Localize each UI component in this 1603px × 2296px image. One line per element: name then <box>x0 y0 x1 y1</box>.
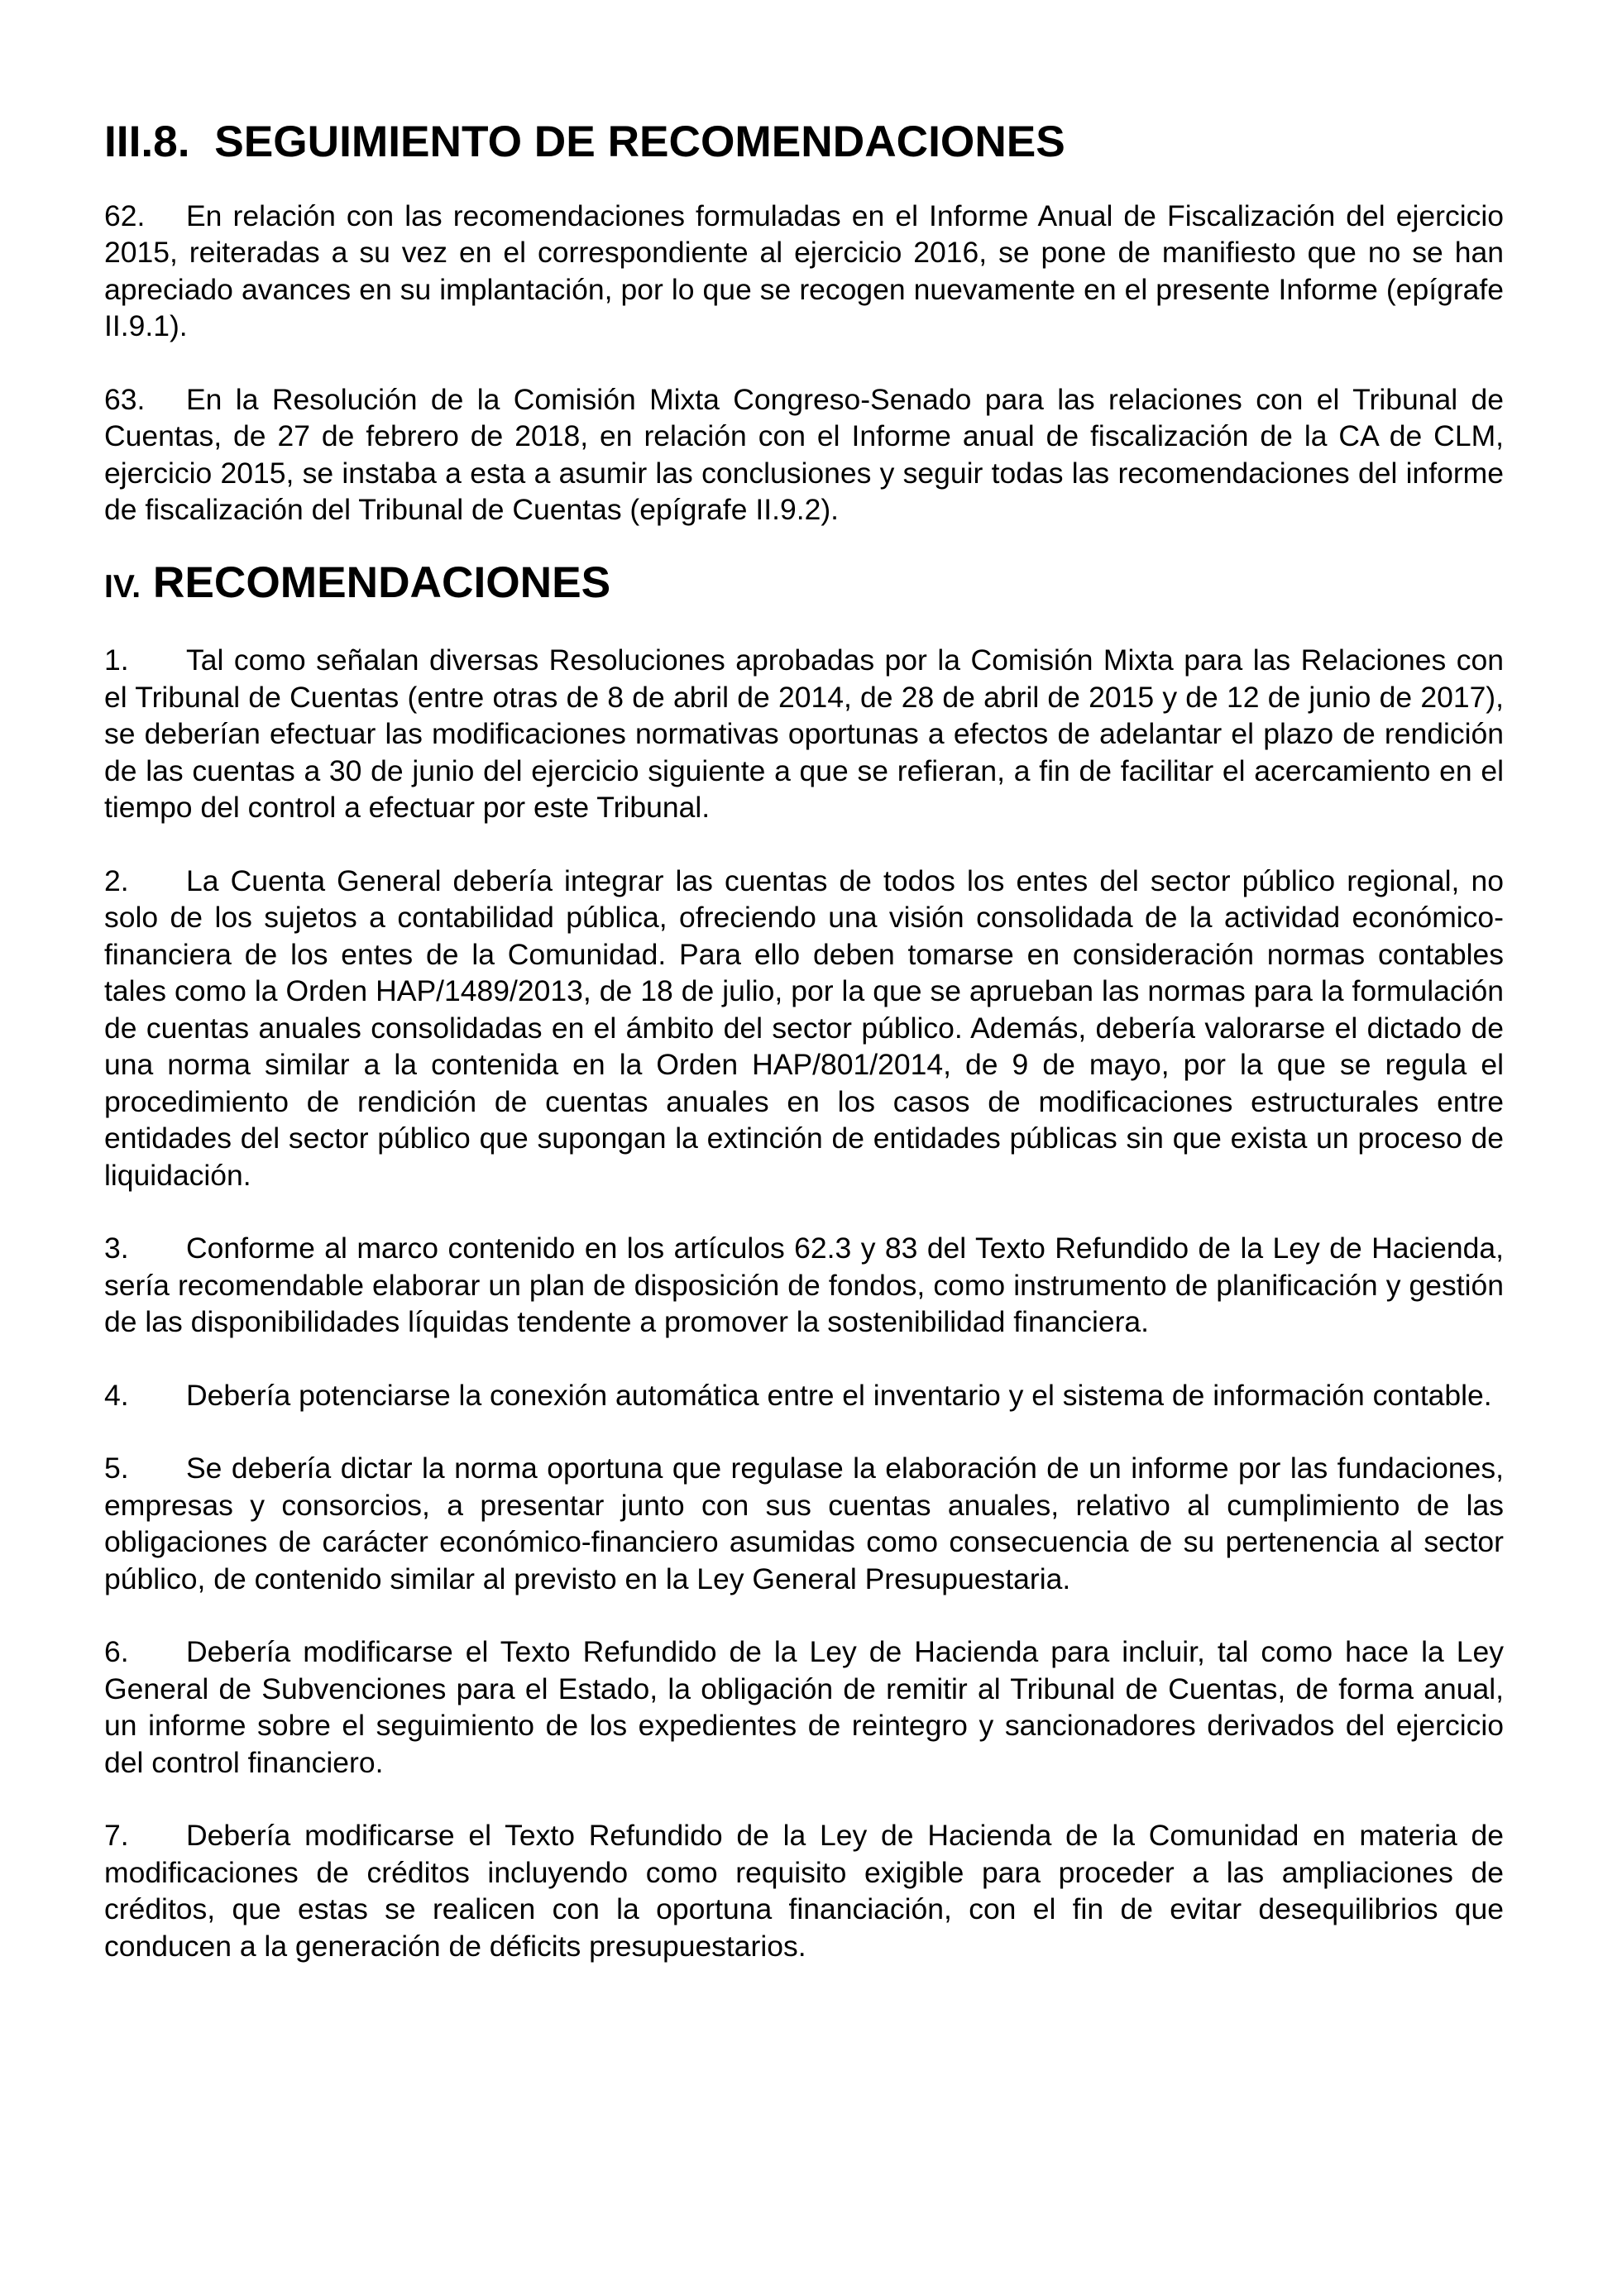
paragraph-text: Tal como señalan diversas Resoluciones aprobadas por la Comisión Mixta para las Relaciones con el Tribunal de Cuentas (entre otras de 8 de abril de 2014, de 28 de abril de 2015 y de 12 de junio de 2017), se deberían efectuar las modificaciones normativas oportunas a efectos de adelantar el plazo de rendición de las cuentas a 30 de junio del ejercicio siguiente a que se refieran, a fin de facilitar el acercamiento en el tiempo del control a efectuar por este Tribunal. <box>104 643 1504 824</box>
recommendation-7 <box>104 1817 1504 1964</box>
paragraph-text: Conforme al marco contenido en los artículos 62.3 y 83 del Texto Refundido de la Ley de Hacienda, sería recomendable elaborar un plan de disposición de fondos, como instrumento de planificación y gestión de las disponibilidades líquidas tendente a promover la sostenibilidad financiera. <box>104 1232 1504 1338</box>
paragraph-number: 62. <box>104 199 146 232</box>
paragraph-number: 63. <box>104 382 146 416</box>
recommendation-3 <box>104 1230 1504 1341</box>
paragraph-text: Debería modificarse el Texto Refundido de la Ley de Hacienda para incluir, tal como hace la Ley General de Subvenciones para el Estado, la obligación de remitir al Tribunal de Cuentas, de forma anual, un informe sobre el seguimiento de los expedientes de reintegro y sancionadores derivados del ejercicio del control financiero. <box>104 1635 1504 1779</box>
paragraph-text: Se debería dictar la norma oportuna que regulase la elaboración de un informe por las fundaciones, empresas y consorcios, a presentar junto con sus cuentas anuales, relativo al cumplimiento de las obligaciones de carácter económico-financiero asumidas como consecuencia de su pertenencia al sector público, de contenido similar al previsto en la Ley General Presupuestaria. <box>104 1452 1504 1595</box>
paragraph-63 <box>104 381 1504 529</box>
section-title: RECOMENDACIONES <box>152 557 611 607</box>
paragraph-text: En relación con las recomendaciones formuladas en el Informe Anual de Fiscalización del ejercicio 2015, reiteradas a su vez en el correspondiente al ejercicio 2016, se pone de manifiesto que no se han apreciado avances en su implantación, por lo que se recogen nuevamente en el presente Informe (epígrafe II.9.1). <box>104 199 1504 342</box>
paragraph-text: Debería modificarse el Texto Refundido de la Ley de Hacienda de la Comunidad en materia de modificaciones de créditos incluyendo como requisito exigible para proceder a las ampliaciones de créditos, que estas se realicen con la oportuna financiación, con el fin de evitar desequilibrios que conducen a la generación de déficits presupuestarios. <box>104 1819 1504 1963</box>
paragraph-number: 1. <box>104 643 129 677</box>
paragraph-number: 5. <box>104 1452 129 1485</box>
recommendation-2 <box>104 863 1504 1194</box>
paragraph-number: 4. <box>104 1378 129 1412</box>
paragraph-text: La Cuenta General debería integrar las cuentas de todos los entes del sector público regional, no solo de los sujetos a contabilidad pública, ofreciendo una visión consolidada de la actividad económico-financiera de los entes de la Comunidad. Para ello deben tomarse en consideración normas contables tales como la Orden HAP/1489/2013, de 18 de julio, por la que se aprueban las normas para la formulación de cuentas anuales consolidadas en el ámbito del sector público. Además, debería valorarse el dictado de una norma similar a la contenida en la Orden HAP/801/2014, de 9 de mayo, por la que se regula el procedimiento de rendición de cuentas anuales en los casos de modificaciones estructurales entre entidades del sector público que supongan la extinción de entidades públicas sin que exista un proceso de liquidación. <box>104 863 1504 1192</box>
paragraph-text: En la Resolución de la Comisión Mixta Congreso-Senado para las relaciones con el Tribunal de Cuentas, de 27 de febrero de 2018, en relación con el Informe anual de fiscalización de la CA de CLM, ejercicio 2015, se instaba a esta a asumir las conclusiones y seguir todas las recomendaciones del informe de fiscalización del Tribunal de Cuentas (epígrafe II.9.2). <box>104 382 1504 526</box>
paragraph-number: 7. <box>104 1819 129 1852</box>
section-number: IV. <box>104 568 141 605</box>
recommendation-5 <box>104 1450 1504 1597</box>
section-heading-iv <box>104 557 1504 607</box>
recommendation-4 <box>104 1377 1504 1414</box>
section-number: III.8. <box>104 117 190 166</box>
recommendation-6 <box>104 1634 1504 1781</box>
paragraph-number: 6. <box>104 1635 129 1668</box>
paragraph-text: Debería potenciarse la conexión automática entre el inventario y el sistema de información contable. <box>186 1378 1492 1412</box>
recommendation-1 <box>104 642 1504 826</box>
paragraph-62 <box>104 198 1504 345</box>
section-title: SEGUIMIENTO DE RECOMENDACIONES <box>214 117 1065 166</box>
document-page <box>104 117 1504 2001</box>
paragraph-number: 3. <box>104 1232 129 1265</box>
paragraph-number: 2. <box>104 863 129 897</box>
section-heading-iii8 <box>104 117 1504 166</box>
